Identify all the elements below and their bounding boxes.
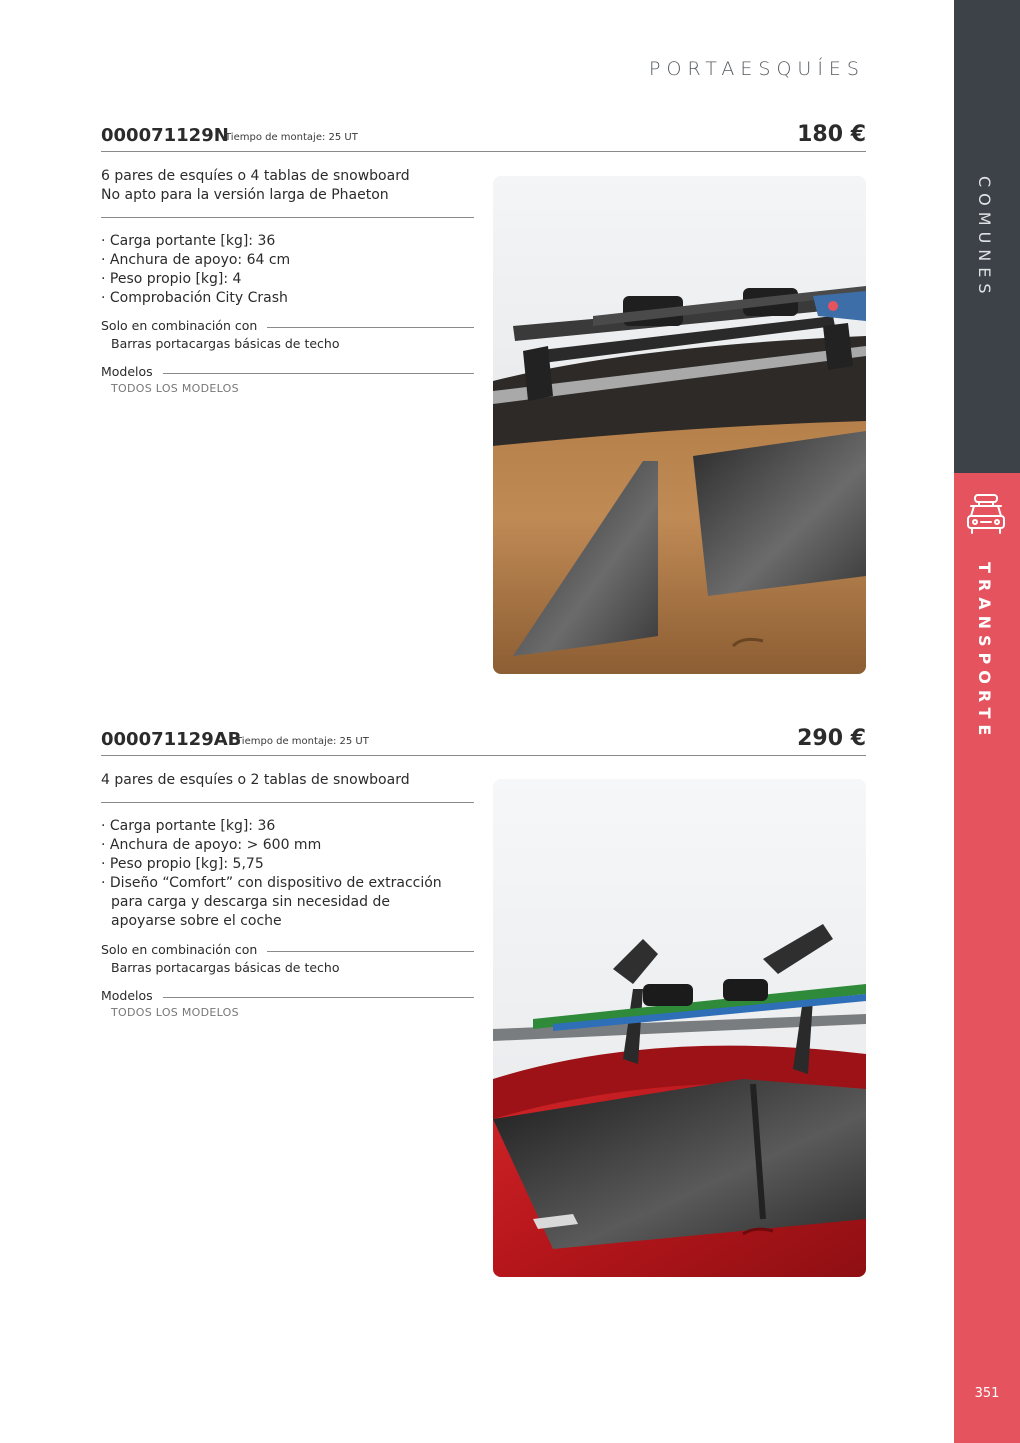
page-number: 351 [974, 1386, 1000, 1401]
description-line: 6 pares de esquíes o 4 tablas de snowboard [101, 168, 410, 184]
description-line: No apto para la versión larga de Phaeton [101, 187, 389, 203]
mount-time: Tiempo de montaje: 25 UT [236, 736, 369, 747]
sidebar-label-comunes: COMUNES [975, 176, 994, 300]
feature-item: · Comprobación City Crash [101, 289, 474, 308]
models-row [101, 363, 474, 381]
car-roof-box-icon [964, 492, 1008, 538]
product-info [101, 757, 474, 1021]
sidebar-label-transporte: TRANSPORTE [975, 562, 994, 742]
product-header [101, 122, 866, 152]
combination-value: Barras portacargas básicas de techo [111, 960, 340, 975]
mount-time: Tiempo de montaje: 25 UT [225, 132, 358, 143]
combination-label: Solo en combinación con [101, 941, 267, 959]
feature-item: · Anchura de apoyo: 64 cm [101, 251, 474, 270]
models-label: Modelos [101, 363, 163, 381]
models-label: Modelos [101, 987, 163, 1005]
product-header [101, 726, 866, 756]
combination-row [101, 317, 474, 335]
combination-value: Barras portacargas básicas de techo [111, 336, 340, 351]
product-card [101, 726, 866, 1019]
product-photo-ski-carrier-red-car [493, 779, 866, 1277]
feature-item: · Peso propio [kg]: 5,75 [101, 855, 474, 874]
models-value: TODOS LOS MODELOS [111, 382, 239, 395]
feature-list [101, 218, 474, 308]
product-photo-ski-carrier-brown-van [493, 176, 866, 674]
combination-row [101, 941, 474, 959]
description-line: 4 pares de esquíes o 2 tablas de snowboard [101, 772, 410, 788]
product-price: 290 € [797, 726, 866, 751]
section-title: PORTAESQUÍES [649, 58, 865, 80]
feature-item: · Anchura de apoyo: > 600 mm [101, 836, 474, 855]
product-code: 000071129AB [101, 729, 242, 750]
product-description [101, 153, 474, 218]
product-info [101, 153, 474, 397]
product-code: 000071129N [101, 125, 229, 146]
feature-list [101, 803, 474, 931]
feature-item: · Diseño “Comfort” con dispositivo de extracción para carga y descarga sin necesidad de apoyarse sobre el coche [101, 874, 446, 931]
product-card [101, 122, 866, 395]
models-row [101, 987, 474, 1005]
product-price: 180 € [797, 122, 866, 147]
product-description [101, 757, 474, 803]
feature-item: · Carga portante [kg]: 36 [101, 232, 474, 251]
feature-item: · Carga portante [kg]: 36 [101, 817, 474, 836]
combination-label: Solo en combinación con [101, 317, 267, 335]
feature-item: · Peso propio [kg]: 4 [101, 270, 474, 289]
models-value: TODOS LOS MODELOS [111, 1006, 239, 1019]
